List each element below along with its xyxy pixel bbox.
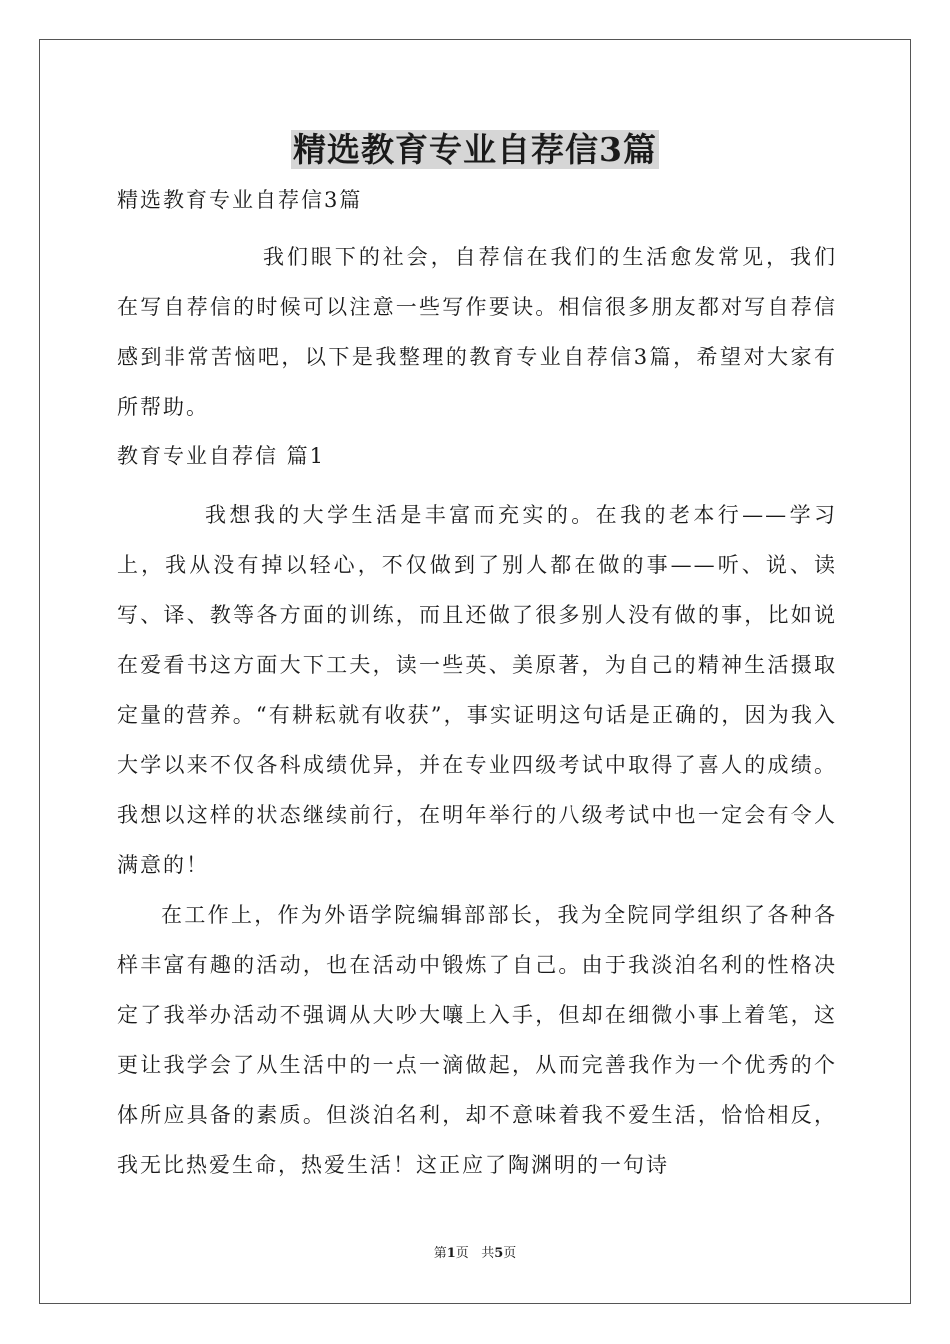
section-heading: 教育专业自荐信 篇1	[117, 444, 326, 468]
footer-page-suffix: 页	[503, 1246, 517, 1261]
body-paragraph-1: 我想我的大学生活是丰富而充实的。在我的老本行——学习上，我从没有掉以轻心，不仅做到了别人都在做的事——听、说、读写、译、教等各方面的训练，而且还做了很多别人没有做的事，比如说在爱看书这方面大下工夫，读一些英、美原著，为自己的精神生活摄取定量的营养。“有耕耘就有收获”，事实证明这句话是正确的，因为我入大学以来不仅各科成绩优异，并在专业四级考试中取得了喜人的成绩。我想以这样的状态继续前行，在明年举行的八级考试中也一定会有令人满意的！	[117, 503, 837, 877]
footer-page-mid: 页 共	[455, 1246, 495, 1261]
document-title	[0, 128, 950, 172]
intro-paragraph: 我们眼下的社会，自荐信在我们的生活愈发常见，我们在写自荐信的时候可以注意一些写作要诀。相信很多朋友都对写自荐信感到非常苦恼吧，以下是我整理的教育专业自荐信3篇，希望对大家有所帮助。	[117, 245, 837, 419]
footer-page-total: 5	[494, 1246, 504, 1261]
page-footer	[0, 1244, 950, 1264]
footer-page-current: 1	[446, 1246, 456, 1261]
document-body	[117, 180, 837, 1190]
footer-page-prefix: 第	[433, 1246, 447, 1261]
document-title-text: 精选教育专业自荐信3篇	[293, 130, 657, 169]
document-subtitle: 精选教育专业自荐信3篇	[117, 188, 363, 212]
body-paragraph-2: 在工作上，作为外语学院编辑部部长，我为全院同学组织了各种各样丰富有趣的活动，也在活动中锻炼了自己。由于我淡泊名利的性格决定了我举办活动不强调从大吵大嚷上入手，但却在细微小事上着笔，这更让我学会了从生活中的一点一滴做起，从而完善我作为一个优秀的个体所应具备的素质。但淡泊名利，却不意味着我不爱生活，恰恰相反，我无比热爱生命，热爱生活！这正应了陶渊明的一句诗	[117, 903, 837, 1177]
